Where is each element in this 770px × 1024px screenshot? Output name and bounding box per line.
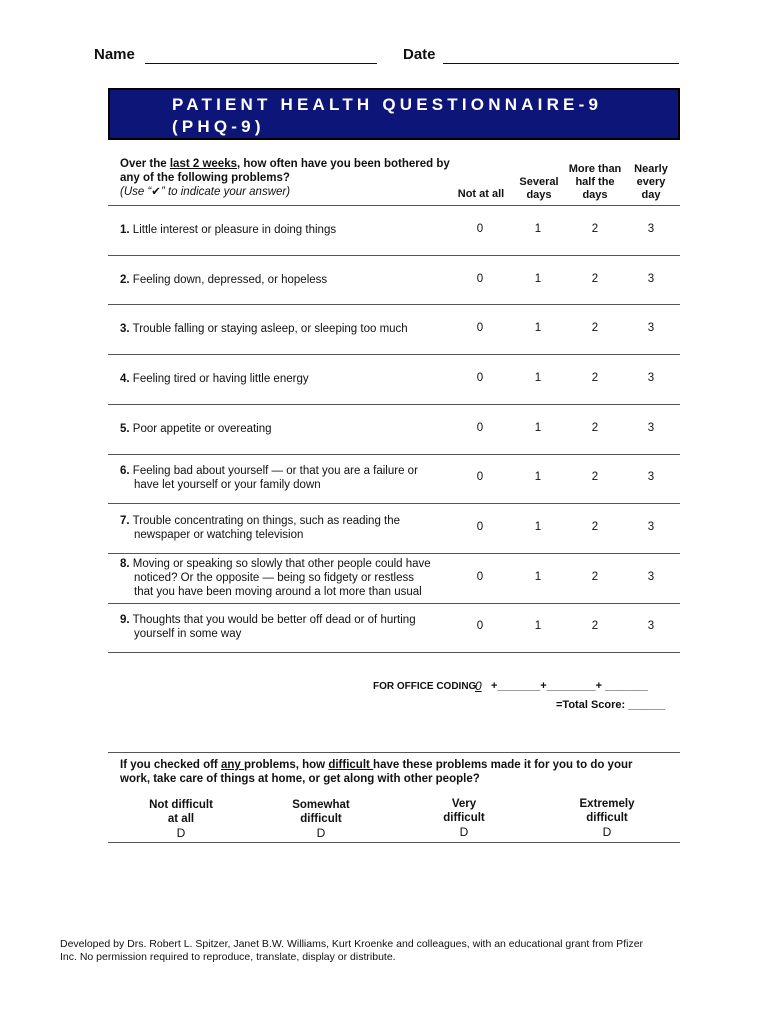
score-option[interactable]: 3 bbox=[647, 570, 655, 583]
col-nearly-every-day: Nearly every day bbox=[634, 163, 668, 201]
question-text: 6. Feeling bad about yourself — or that you are a failure or have let yourself or your family down bbox=[120, 465, 418, 492]
intro-text: Over the last 2 weeks, how often have you been bothered by any of the following problems? (Use “✔” to indicate your answer) bbox=[120, 158, 450, 198]
score-option[interactable]: 1 bbox=[534, 421, 542, 434]
score-option[interactable]: 1 bbox=[534, 371, 542, 384]
score-option[interactable]: 3 bbox=[647, 471, 655, 484]
score-option[interactable]: 1 bbox=[534, 570, 542, 583]
score-option[interactable]: 1 bbox=[534, 620, 542, 633]
score-option[interactable]: 2 bbox=[591, 222, 599, 235]
office-sum-line[interactable]: +_______+________+ _______ bbox=[491, 680, 648, 692]
row-divider bbox=[108, 304, 680, 305]
score-option[interactable]: 1 bbox=[534, 272, 542, 285]
intro-instruction: (Use “✔” to indicate your answer) bbox=[120, 186, 291, 198]
score-option[interactable]: 2 bbox=[591, 272, 599, 285]
checkbox-icon: D bbox=[459, 825, 469, 839]
score-option[interactable]: 0 bbox=[476, 322, 484, 335]
score-option[interactable]: 2 bbox=[591, 371, 599, 384]
divider bbox=[108, 752, 680, 753]
row-divider bbox=[108, 553, 680, 554]
question-text: 5. Poor appetite or overeating bbox=[120, 422, 272, 435]
title-line2: (PHQ-9) bbox=[172, 117, 265, 136]
score-option[interactable]: 0 bbox=[476, 421, 484, 434]
row-divider bbox=[108, 255, 680, 256]
row-divider bbox=[108, 503, 680, 504]
row-divider bbox=[108, 205, 680, 206]
difficulty-extremely[interactable]: Extremely difficult D bbox=[552, 797, 662, 839]
footer-credit: Developed by Drs. Robert L. Spitzer, Janet B.W. Williams, Kurt Kroenke and colleagues, with an educational grant from Pfizer Inc. No permission required to reproduce, translate, display or distribute. bbox=[60, 938, 644, 963]
date-label: Date bbox=[403, 46, 436, 63]
title-line1: PATIENT HEALTH QUESTIONNAIRE-9 bbox=[172, 95, 603, 114]
row-divider bbox=[108, 454, 680, 455]
score-option[interactable]: 3 bbox=[647, 421, 655, 434]
row-divider bbox=[108, 404, 680, 405]
question-text: 8. Moving or speaking so slowly that other people could have noticed? Or the opposite — being so fidgety or restless that you have been moving around a lot more than usual bbox=[120, 557, 431, 598]
row-divider bbox=[108, 603, 680, 604]
score-option[interactable]: 1 bbox=[534, 222, 542, 235]
question-text: 4. Feeling tired or having little energy bbox=[120, 372, 309, 385]
row-divider bbox=[108, 354, 680, 355]
score-option[interactable]: 1 bbox=[534, 322, 542, 335]
date-field[interactable] bbox=[443, 63, 679, 64]
question-text: 2. Feeling down, depressed, or hopeless bbox=[120, 273, 328, 286]
difficulty-not-difficult[interactable]: Not difficult at all D bbox=[126, 798, 236, 840]
score-option[interactable]: 3 bbox=[647, 620, 655, 633]
score-option[interactable]: 3 bbox=[647, 272, 655, 285]
score-option[interactable]: 0 bbox=[476, 521, 484, 534]
score-option[interactable]: 1 bbox=[534, 471, 542, 484]
question-text: 9. Thoughts that you would be better off dead or of hurting yourself in some way bbox=[120, 614, 416, 641]
score-option[interactable]: 3 bbox=[647, 322, 655, 335]
score-option[interactable]: 2 bbox=[591, 620, 599, 633]
score-option[interactable]: 1 bbox=[534, 521, 542, 534]
question-text: 7. Trouble concentrating on things, such as reading the newspaper or watching television bbox=[120, 515, 401, 542]
checkbox-icon: D bbox=[602, 825, 612, 839]
difficulty-somewhat[interactable]: Somewhat difficult D bbox=[266, 798, 376, 840]
score-option[interactable]: 3 bbox=[647, 222, 655, 235]
score-option[interactable]: 2 bbox=[591, 521, 599, 534]
score-option[interactable]: 0 bbox=[476, 570, 484, 583]
office-coding-label: FOR OFFICE CODING bbox=[373, 681, 477, 692]
checkbox-icon: D bbox=[176, 826, 186, 840]
score-option[interactable]: 3 bbox=[647, 371, 655, 384]
office-first-value: 0 bbox=[475, 679, 482, 693]
col-several-days: Several days bbox=[519, 176, 559, 201]
score-option[interactable]: 0 bbox=[476, 620, 484, 633]
name-label: Name bbox=[94, 46, 135, 63]
checkbox-icon: D bbox=[316, 826, 326, 840]
score-option[interactable]: 2 bbox=[591, 421, 599, 434]
question-text: 3. Trouble falling or staying asleep, or sleeping too much bbox=[120, 323, 408, 336]
score-option[interactable]: 2 bbox=[591, 570, 599, 583]
divider bbox=[108, 842, 680, 843]
col-not-at-all: Not at all bbox=[457, 188, 505, 200]
question-text: 1. Little interest or pleasure in doing things bbox=[120, 223, 337, 236]
total-score[interactable]: =Total Score: ______ bbox=[556, 699, 665, 711]
score-option[interactable]: 0 bbox=[476, 471, 484, 484]
score-option[interactable]: 0 bbox=[476, 222, 484, 235]
difficulty-very[interactable]: Very difficult D bbox=[409, 797, 519, 839]
score-option[interactable]: 2 bbox=[591, 322, 599, 335]
col-more-than-half: More than half the days bbox=[568, 163, 622, 201]
score-option[interactable]: 0 bbox=[476, 371, 484, 384]
title-banner bbox=[108, 88, 680, 140]
score-option[interactable]: 3 bbox=[647, 521, 655, 534]
score-option[interactable]: 0 bbox=[476, 272, 484, 285]
score-option[interactable]: 2 bbox=[591, 471, 599, 484]
row-divider bbox=[108, 652, 680, 653]
difficulty-question: If you checked off any problems, how difficult have these problems made it for you to do your work, take care of things at home, or get along with other people? bbox=[120, 759, 633, 785]
name-field[interactable] bbox=[145, 63, 377, 64]
